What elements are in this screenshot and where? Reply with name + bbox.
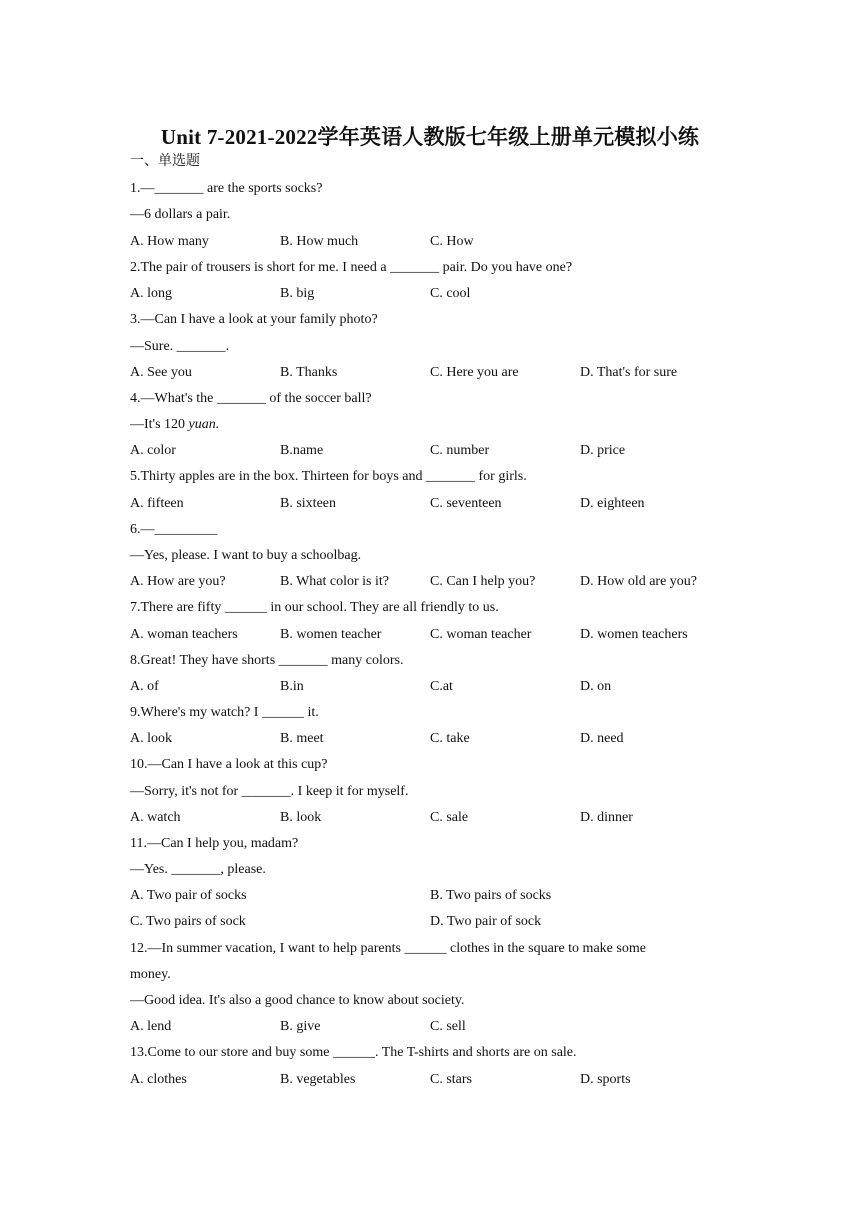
- page-title: Unit 7-2021-2022学年英语人教版七年级上册单元模拟小练: [160, 125, 700, 149]
- question-6-option-a: A. How are you?: [130, 574, 226, 589]
- question-4-option-b: B.name: [280, 443, 324, 458]
- question-8-stem: 8.Great! They have shorts _______ many colors.: [130, 653, 404, 668]
- question-3-answer-line: —Sure. _______.: [130, 339, 230, 354]
- question-5-option-a: A. fifteen: [130, 496, 184, 511]
- question-12-option-b: B. give: [280, 1019, 321, 1034]
- question-13-stem: 13.Come to our store and buy some ______. The T-shirts and shorts are on sale.: [130, 1045, 577, 1060]
- question-4-answer-prefix: —It's 120: [130, 417, 189, 432]
- question-9-option-a: A. look: [130, 731, 172, 746]
- question-12-stem-continued: money.: [130, 967, 171, 982]
- question-5-option-d: D. eighteen: [580, 496, 645, 511]
- question-1-option-b: B. How much: [280, 234, 359, 249]
- question-6-stem: 6.—_________: [130, 522, 218, 537]
- question-8-option-c: C.at: [430, 679, 453, 694]
- question-4-option-d: D. price: [580, 443, 626, 458]
- question-6-option-d: D. How old are you?: [580, 574, 698, 589]
- question-11-answer-line: —Yes. _______, please.: [130, 862, 266, 877]
- question-13-option-a: A. clothes: [130, 1072, 187, 1087]
- question-7-option-d: D. women teachers: [580, 627, 688, 642]
- question-3-option-c: C. Here you are: [430, 365, 519, 380]
- question-2-stem: 2.The pair of trousers is short for me. I need a _______ pair. Do you have one?: [130, 260, 573, 275]
- question-11-option-a: A. Two pair of socks: [130, 888, 247, 903]
- question-3-stem: 3.—Can I have a look at your family photo?: [130, 312, 378, 327]
- question-10-option-c: C. sale: [430, 810, 469, 825]
- question-5-option-b: B. sixteen: [280, 496, 336, 511]
- question-1-option-c: C. How: [430, 234, 474, 249]
- question-3-option-a: A. See you: [130, 365, 192, 380]
- question-2-option-b: B. big: [280, 286, 315, 301]
- question-13-option-b: B. vegetables: [280, 1072, 356, 1087]
- question-2-option-c: C. cool: [430, 286, 471, 301]
- question-8-option-d: D. on: [580, 679, 612, 694]
- question-1-stem: 1.—_______ are the sports socks?: [130, 181, 323, 196]
- question-1-answer-line: —6 dollars a pair.: [130, 207, 231, 222]
- question-2-option-a: A. long: [130, 286, 172, 301]
- question-4-answer-italic: yuan.: [188, 417, 220, 432]
- question-11-stem: 11.—Can I help you, madam?: [130, 836, 299, 851]
- question-6-answer-line: —Yes, please. I want to buy a schoolbag.: [130, 548, 362, 563]
- question-12-option-c: C. sell: [430, 1019, 466, 1034]
- question-3-option-b: B. Thanks: [280, 365, 338, 380]
- question-7-option-b: B. women teacher: [280, 627, 382, 642]
- question-11-option-c: C. Two pairs of sock: [130, 914, 246, 929]
- question-11-option-d: D. Two pair of sock: [430, 914, 542, 929]
- question-7-option-c: C. woman teacher: [430, 627, 532, 642]
- question-12-option-a: A. lend: [130, 1019, 172, 1034]
- question-9-option-b: B. meet: [280, 731, 324, 746]
- question-4-option-c: C. number: [430, 443, 490, 458]
- question-10-option-d: D. dinner: [580, 810, 633, 825]
- question-8-option-b: B.in: [280, 679, 304, 694]
- question-10-stem: 10.—Can I have a look at this cup?: [130, 757, 328, 772]
- question-10-answer-line: —Sorry, it's not for _______. I keep it for myself.: [130, 784, 409, 799]
- question-13-option-d: D. sports: [580, 1072, 631, 1087]
- question-12-stem: 12.—In summer vacation, I want to help parents ______ clothes in the square to make some: [130, 941, 646, 956]
- question-11-option-b: B. Two pairs of socks: [430, 888, 552, 903]
- question-5-stem: 5.Thirty apples are in the box. Thirteen for boys and _______ for girls.: [130, 469, 527, 484]
- question-3-option-d: D. That's for sure: [580, 365, 678, 380]
- question-7-stem: 7.There are fifty ______ in our school. They are all friendly to us.: [130, 600, 499, 615]
- question-9-option-c: C. take: [430, 731, 470, 746]
- question-7-option-a: A. woman teachers: [130, 627, 238, 642]
- section-heading: 一、单选题: [130, 153, 200, 169]
- question-4-stem: 4.—What's the _______ of the soccer ball?: [130, 391, 372, 406]
- question-12-answer-line: —Good idea. It's also a good chance to know about society.: [130, 993, 465, 1008]
- question-4-answer-line: [130, 416, 219, 434]
- question-8-option-a: A. of: [130, 679, 159, 694]
- question-13-option-c: C. stars: [430, 1072, 472, 1087]
- question-6-option-c: C. Can I help you?: [430, 574, 536, 589]
- question-1-option-a: A. How many: [130, 234, 209, 249]
- question-9-stem: 9.Where's my watch? I ______ it.: [130, 705, 319, 720]
- question-9-option-d: D. need: [580, 731, 624, 746]
- question-4-option-a: A. color: [130, 443, 176, 458]
- question-5-option-c: C. seventeen: [430, 496, 502, 511]
- question-6-option-b: B. What color is it?: [280, 574, 389, 589]
- question-10-option-a: A. watch: [130, 810, 181, 825]
- question-10-option-b: B. look: [280, 810, 322, 825]
